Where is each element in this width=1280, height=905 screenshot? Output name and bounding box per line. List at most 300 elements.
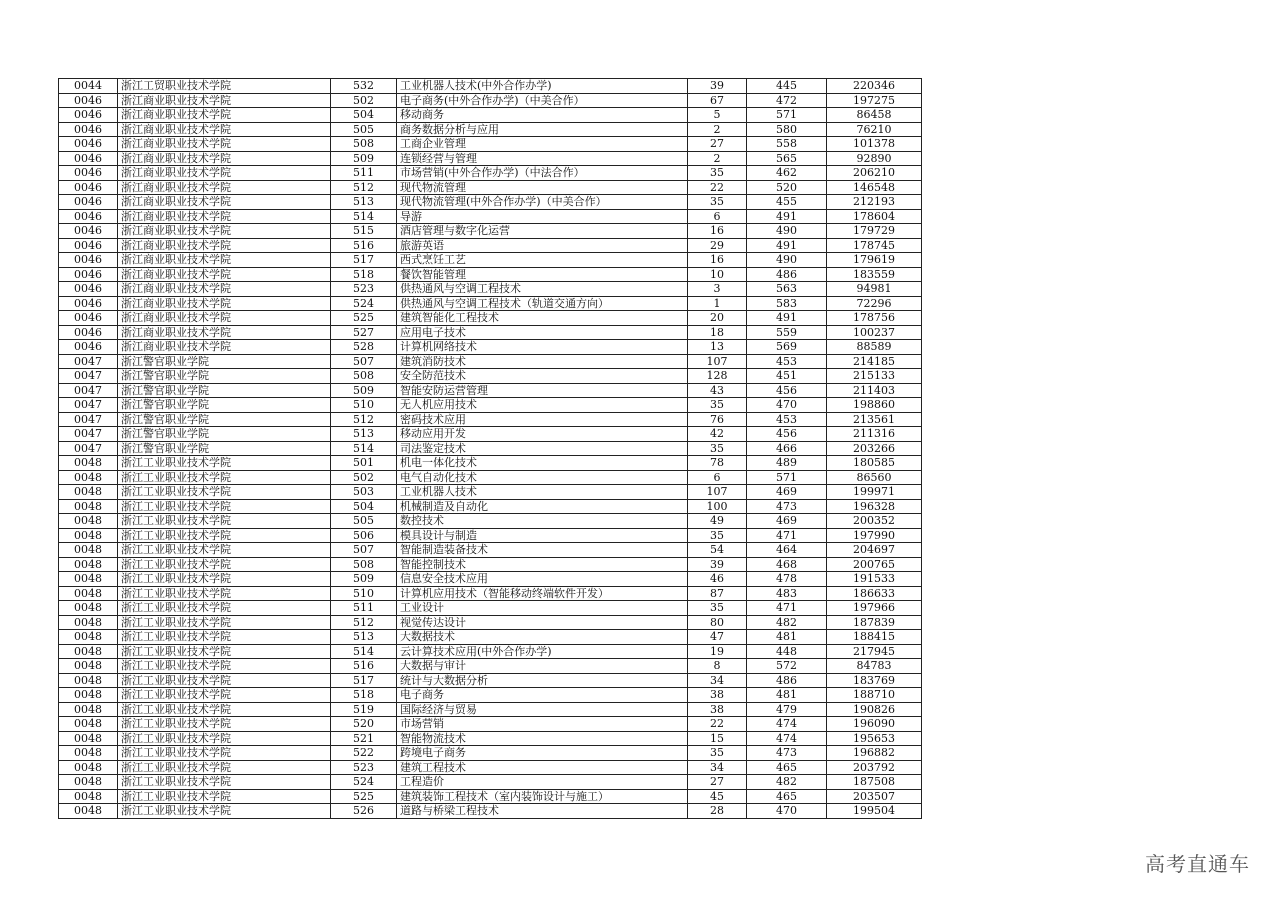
school-name-cell: 浙江工业职业技术学院 <box>118 688 331 703</box>
school-code-cell: 0048 <box>59 543 118 558</box>
school-code-cell: 0046 <box>59 137 118 152</box>
major-name-cell: 工业机器人技术(中外合作办学) <box>397 79 688 94</box>
plan-count-cell: 76 <box>688 412 747 427</box>
major-code-cell: 513 <box>331 630 397 645</box>
plan-count-cell: 35 <box>688 166 747 181</box>
rank-cell: 179729 <box>827 224 922 239</box>
school-code-cell: 0048 <box>59 601 118 616</box>
min-score-cell: 456 <box>747 383 827 398</box>
school-name-cell: 浙江工业职业技术学院 <box>118 804 331 819</box>
major-name-cell: 无人机应用技术 <box>397 398 688 413</box>
rank-cell: 72296 <box>827 296 922 311</box>
school-code-cell: 0046 <box>59 253 118 268</box>
rank-cell: 206210 <box>827 166 922 181</box>
plan-count-cell: 54 <box>688 543 747 558</box>
plan-count-cell: 43 <box>688 383 747 398</box>
school-name-cell: 浙江商业职业技术学院 <box>118 224 331 239</box>
school-code-cell: 0047 <box>59 412 118 427</box>
table-row <box>59 586 922 601</box>
plan-count-cell: 35 <box>688 195 747 210</box>
rank-cell: 86560 <box>827 470 922 485</box>
min-score-cell: 491 <box>747 238 827 253</box>
school-name-cell: 浙江警官职业学院 <box>118 398 331 413</box>
plan-count-cell: 18 <box>688 325 747 340</box>
major-name-cell: 连锁经营与管理 <box>397 151 688 166</box>
min-score-cell: 571 <box>747 108 827 123</box>
school-code-cell: 0048 <box>59 572 118 587</box>
plan-count-cell: 13 <box>688 340 747 355</box>
rank-cell: 188415 <box>827 630 922 645</box>
rank-cell: 187839 <box>827 615 922 630</box>
table-row <box>59 383 922 398</box>
plan-count-cell: 38 <box>688 702 747 717</box>
major-name-cell: 智能物流技术 <box>397 731 688 746</box>
major-name-cell: 计算机网络技术 <box>397 340 688 355</box>
table-row <box>59 514 922 529</box>
major-code-cell: 525 <box>331 311 397 326</box>
rank-cell: 183559 <box>827 267 922 282</box>
table-row <box>59 412 922 427</box>
school-name-cell: 浙江警官职业学院 <box>118 369 331 384</box>
plan-count-cell: 39 <box>688 557 747 572</box>
plan-count-cell: 46 <box>688 572 747 587</box>
major-code-cell: 525 <box>331 789 397 804</box>
major-code-cell: 512 <box>331 180 397 195</box>
rank-cell: 92890 <box>827 151 922 166</box>
table-row <box>59 470 922 485</box>
major-name-cell: 密码技术应用 <box>397 412 688 427</box>
min-score-cell: 482 <box>747 775 827 790</box>
table-row <box>59 253 922 268</box>
major-name-cell: 供热通风与空调工程技术（轨道交通方向） <box>397 296 688 311</box>
rank-cell: 197275 <box>827 93 922 108</box>
school-code-cell: 0048 <box>59 775 118 790</box>
major-name-cell: 国际经济与贸易 <box>397 702 688 717</box>
plan-count-cell: 16 <box>688 253 747 268</box>
min-score-cell: 483 <box>747 586 827 601</box>
table-row <box>59 702 922 717</box>
school-code-cell: 0048 <box>59 470 118 485</box>
major-code-cell: 507 <box>331 354 397 369</box>
table-row <box>59 195 922 210</box>
major-name-cell: 市场营销 <box>397 717 688 732</box>
major-code-cell: 524 <box>331 775 397 790</box>
major-code-cell: 522 <box>331 746 397 761</box>
rank-cell: 213561 <box>827 412 922 427</box>
rank-cell: 178604 <box>827 209 922 224</box>
school-name-cell: 浙江工业职业技术学院 <box>118 601 331 616</box>
rank-cell: 214185 <box>827 354 922 369</box>
plan-count-cell: 5 <box>688 108 747 123</box>
plan-count-cell: 100 <box>688 499 747 514</box>
rank-cell: 178756 <box>827 311 922 326</box>
rank-cell: 186633 <box>827 586 922 601</box>
school-name-cell: 浙江商业职业技术学院 <box>118 340 331 355</box>
major-code-cell: 518 <box>331 267 397 282</box>
plan-count-cell: 34 <box>688 673 747 688</box>
school-name-cell: 浙江工业职业技术学院 <box>118 514 331 529</box>
major-code-cell: 516 <box>331 238 397 253</box>
rank-cell: 191533 <box>827 572 922 587</box>
school-name-cell: 浙江工业职业技术学院 <box>118 659 331 674</box>
school-code-cell: 0046 <box>59 325 118 340</box>
major-name-cell: 视觉传达设计 <box>397 615 688 630</box>
major-code-cell: 513 <box>331 195 397 210</box>
school-code-cell: 0048 <box>59 456 118 471</box>
min-score-cell: 445 <box>747 79 827 94</box>
min-score-cell: 479 <box>747 702 827 717</box>
plan-count-cell: 2 <box>688 122 747 137</box>
min-score-cell: 563 <box>747 282 827 297</box>
major-code-cell: 510 <box>331 398 397 413</box>
rank-cell: 196882 <box>827 746 922 761</box>
min-score-cell: 481 <box>747 688 827 703</box>
major-name-cell: 智能安防运营管理 <box>397 383 688 398</box>
watermark-logo: 高考直通车 <box>1145 852 1250 876</box>
major-name-cell: 工业设计 <box>397 601 688 616</box>
school-name-cell: 浙江警官职业学院 <box>118 354 331 369</box>
plan-count-cell: 28 <box>688 804 747 819</box>
major-name-cell: 机电一体化技术 <box>397 456 688 471</box>
rank-cell: 84783 <box>827 659 922 674</box>
school-name-cell: 浙江工业职业技术学院 <box>118 673 331 688</box>
major-name-cell: 工业机器人技术 <box>397 485 688 500</box>
school-code-cell: 0048 <box>59 673 118 688</box>
school-name-cell: 浙江商业职业技术学院 <box>118 238 331 253</box>
school-name-cell: 浙江商业职业技术学院 <box>118 325 331 340</box>
major-name-cell: 酒店管理与数字化运营 <box>397 224 688 239</box>
min-score-cell: 455 <box>747 195 827 210</box>
major-name-cell: 建筑智能化工程技术 <box>397 311 688 326</box>
min-score-cell: 453 <box>747 354 827 369</box>
major-code-cell: 514 <box>331 441 397 456</box>
rank-cell: 180585 <box>827 456 922 471</box>
school-code-cell: 0048 <box>59 586 118 601</box>
school-code-cell: 0048 <box>59 659 118 674</box>
table-body <box>59 79 922 819</box>
major-name-cell: 移动商务 <box>397 108 688 123</box>
rank-cell: 146548 <box>827 180 922 195</box>
min-score-cell: 491 <box>747 311 827 326</box>
major-name-cell: 工程造价 <box>397 775 688 790</box>
school-code-cell: 0046 <box>59 93 118 108</box>
table-row <box>59 209 922 224</box>
school-code-cell: 0048 <box>59 499 118 514</box>
rank-cell: 200765 <box>827 557 922 572</box>
table-row <box>59 354 922 369</box>
major-name-cell: 云计算技术应用(中外合作办学) <box>397 644 688 659</box>
rank-cell: 187508 <box>827 775 922 790</box>
major-code-cell: 512 <box>331 412 397 427</box>
major-name-cell: 计算机应用技术（智能移动终端软件开发） <box>397 586 688 601</box>
school-name-cell: 浙江工业职业技术学院 <box>118 789 331 804</box>
table-row <box>59 615 922 630</box>
school-code-cell: 0046 <box>59 311 118 326</box>
school-code-cell: 0046 <box>59 151 118 166</box>
school-code-cell: 0047 <box>59 441 118 456</box>
rank-cell: 178745 <box>827 238 922 253</box>
rank-cell: 200352 <box>827 514 922 529</box>
table-row <box>59 528 922 543</box>
table-row <box>59 325 922 340</box>
plan-count-cell: 2 <box>688 151 747 166</box>
min-score-cell: 466 <box>747 441 827 456</box>
table-row <box>59 238 922 253</box>
plan-count-cell: 1 <box>688 296 747 311</box>
major-code-cell: 508 <box>331 557 397 572</box>
min-score-cell: 470 <box>747 398 827 413</box>
school-code-cell: 0048 <box>59 514 118 529</box>
major-name-cell: 建筑消防技术 <box>397 354 688 369</box>
table-row <box>59 673 922 688</box>
table-row <box>59 804 922 819</box>
plan-count-cell: 22 <box>688 717 747 732</box>
major-name-cell: 现代物流管理 <box>397 180 688 195</box>
rank-cell: 101378 <box>827 137 922 152</box>
school-name-cell: 浙江商业职业技术学院 <box>118 108 331 123</box>
table-row <box>59 731 922 746</box>
table-row <box>59 746 922 761</box>
school-code-cell: 0048 <box>59 688 118 703</box>
major-name-cell: 应用电子技术 <box>397 325 688 340</box>
school-name-cell: 浙江工业职业技术学院 <box>118 775 331 790</box>
school-name-cell: 浙江警官职业学院 <box>118 441 331 456</box>
min-score-cell: 474 <box>747 731 827 746</box>
plan-count-cell: 6 <box>688 470 747 485</box>
major-code-cell: 523 <box>331 282 397 297</box>
plan-count-cell: 27 <box>688 137 747 152</box>
major-name-cell: 电子商务(中外合作办学)（中美合作） <box>397 93 688 108</box>
school-code-cell: 0048 <box>59 731 118 746</box>
major-code-cell: 502 <box>331 93 397 108</box>
plan-count-cell: 107 <box>688 485 747 500</box>
rank-cell: 199971 <box>827 485 922 500</box>
school-name-cell: 浙江商业职业技术学院 <box>118 267 331 282</box>
table-row <box>59 108 922 123</box>
table-row <box>59 789 922 804</box>
plan-count-cell: 78 <box>688 456 747 471</box>
major-code-cell: 527 <box>331 325 397 340</box>
rank-cell: 199504 <box>827 804 922 819</box>
rank-cell: 203792 <box>827 760 922 775</box>
plan-count-cell: 29 <box>688 238 747 253</box>
major-name-cell: 西式烹饪工艺 <box>397 253 688 268</box>
plan-count-cell: 45 <box>688 789 747 804</box>
major-code-cell: 508 <box>331 137 397 152</box>
school-name-cell: 浙江工业职业技术学院 <box>118 528 331 543</box>
school-name-cell: 浙江商业职业技术学院 <box>118 166 331 181</box>
major-code-cell: 528 <box>331 340 397 355</box>
major-code-cell: 532 <box>331 79 397 94</box>
plan-count-cell: 6 <box>688 209 747 224</box>
major-code-cell: 509 <box>331 572 397 587</box>
table-row <box>59 282 922 297</box>
major-code-cell: 509 <box>331 151 397 166</box>
rank-cell: 197990 <box>827 528 922 543</box>
major-code-cell: 501 <box>331 456 397 471</box>
school-name-cell: 浙江警官职业学院 <box>118 427 331 442</box>
rank-cell: 212193 <box>827 195 922 210</box>
school-name-cell: 浙江警官职业学院 <box>118 383 331 398</box>
min-score-cell: 490 <box>747 224 827 239</box>
table-row <box>59 760 922 775</box>
major-code-cell: 523 <box>331 760 397 775</box>
rank-cell: 86458 <box>827 108 922 123</box>
school-code-cell: 0046 <box>59 122 118 137</box>
plan-count-cell: 35 <box>688 441 747 456</box>
school-code-cell: 0046 <box>59 296 118 311</box>
min-score-cell: 478 <box>747 572 827 587</box>
school-code-cell: 0046 <box>59 282 118 297</box>
school-code-cell: 0048 <box>59 630 118 645</box>
major-code-cell: 503 <box>331 485 397 500</box>
major-name-cell: 市场营销(中外合作办学)（中法合作） <box>397 166 688 181</box>
school-name-cell: 浙江工业职业技术学院 <box>118 586 331 601</box>
school-name-cell: 浙江商业职业技术学院 <box>118 296 331 311</box>
school-name-cell: 浙江工贸职业技术学院 <box>118 79 331 94</box>
min-score-cell: 489 <box>747 456 827 471</box>
plan-count-cell: 27 <box>688 775 747 790</box>
rank-cell: 211316 <box>827 427 922 442</box>
major-code-cell: 514 <box>331 209 397 224</box>
plan-count-cell: 47 <box>688 630 747 645</box>
min-score-cell: 569 <box>747 340 827 355</box>
school-name-cell: 浙江工业职业技术学院 <box>118 543 331 558</box>
school-name-cell: 浙江商业职业技术学院 <box>118 195 331 210</box>
major-code-cell: 506 <box>331 528 397 543</box>
table-row <box>59 369 922 384</box>
school-code-cell: 0048 <box>59 804 118 819</box>
school-name-cell: 浙江商业职业技术学院 <box>118 311 331 326</box>
school-code-cell: 0047 <box>59 369 118 384</box>
major-name-cell: 机械制造及自动化 <box>397 499 688 514</box>
plan-count-cell: 80 <box>688 615 747 630</box>
plan-count-cell: 39 <box>688 79 747 94</box>
plan-count-cell: 16 <box>688 224 747 239</box>
major-code-cell: 509 <box>331 383 397 398</box>
plan-count-cell: 35 <box>688 398 747 413</box>
min-score-cell: 473 <box>747 746 827 761</box>
major-name-cell: 司法鉴定技术 <box>397 441 688 456</box>
major-name-cell: 商务数据分析与应用 <box>397 122 688 137</box>
rank-cell: 203266 <box>827 441 922 456</box>
major-code-cell: 504 <box>331 499 397 514</box>
major-code-cell: 521 <box>331 731 397 746</box>
table-row <box>59 267 922 282</box>
admission-score-table <box>58 78 922 819</box>
min-score-cell: 572 <box>747 659 827 674</box>
major-code-cell: 505 <box>331 122 397 137</box>
school-code-cell: 0046 <box>59 180 118 195</box>
major-name-cell: 大数据技术 <box>397 630 688 645</box>
rank-cell: 197966 <box>827 601 922 616</box>
table-row <box>59 717 922 732</box>
min-score-cell: 474 <box>747 717 827 732</box>
min-score-cell: 486 <box>747 267 827 282</box>
table-row <box>59 499 922 514</box>
table-row <box>59 456 922 471</box>
school-code-cell: 0048 <box>59 528 118 543</box>
plan-count-cell: 35 <box>688 601 747 616</box>
min-score-cell: 565 <box>747 151 827 166</box>
school-code-cell: 0048 <box>59 789 118 804</box>
major-name-cell: 道路与桥梁工程技术 <box>397 804 688 819</box>
school-code-cell: 0044 <box>59 79 118 94</box>
rank-cell: 198860 <box>827 398 922 413</box>
min-score-cell: 471 <box>747 528 827 543</box>
plan-count-cell: 49 <box>688 514 747 529</box>
table-row <box>59 485 922 500</box>
table-row <box>59 79 922 94</box>
table-row <box>59 543 922 558</box>
min-score-cell: 571 <box>747 470 827 485</box>
major-name-cell: 建筑装饰工程技术（室内装饰设计与施工） <box>397 789 688 804</box>
table-row <box>59 166 922 181</box>
school-name-cell: 浙江警官职业学院 <box>118 412 331 427</box>
rank-cell: 94981 <box>827 282 922 297</box>
major-code-cell: 526 <box>331 804 397 819</box>
plan-count-cell: 87 <box>688 586 747 601</box>
major-name-cell: 统计与大数据分析 <box>397 673 688 688</box>
major-code-cell: 507 <box>331 543 397 558</box>
school-code-cell: 0046 <box>59 238 118 253</box>
plan-count-cell: 3 <box>688 282 747 297</box>
min-score-cell: 451 <box>747 369 827 384</box>
table-row <box>59 441 922 456</box>
school-code-cell: 0048 <box>59 760 118 775</box>
school-code-cell: 0046 <box>59 224 118 239</box>
major-name-cell: 电子商务 <box>397 688 688 703</box>
min-score-cell: 481 <box>747 630 827 645</box>
table-row <box>59 180 922 195</box>
major-code-cell: 516 <box>331 659 397 674</box>
school-name-cell: 浙江工业职业技术学院 <box>118 499 331 514</box>
major-name-cell: 智能制造装备技术 <box>397 543 688 558</box>
min-score-cell: 491 <box>747 209 827 224</box>
table-row <box>59 659 922 674</box>
major-code-cell: 515 <box>331 224 397 239</box>
plan-count-cell: 10 <box>688 267 747 282</box>
table-row <box>59 630 922 645</box>
school-code-cell: 0048 <box>59 644 118 659</box>
school-code-cell: 0046 <box>59 195 118 210</box>
major-name-cell: 建筑工程技术 <box>397 760 688 775</box>
plan-count-cell: 34 <box>688 760 747 775</box>
min-score-cell: 462 <box>747 166 827 181</box>
major-code-cell: 504 <box>331 108 397 123</box>
rank-cell: 179619 <box>827 253 922 268</box>
school-code-cell: 0048 <box>59 485 118 500</box>
min-score-cell: 580 <box>747 122 827 137</box>
plan-count-cell: 8 <box>688 659 747 674</box>
school-name-cell: 浙江商业职业技术学院 <box>118 253 331 268</box>
rank-cell: 100237 <box>827 325 922 340</box>
table-row <box>59 601 922 616</box>
rank-cell: 195653 <box>827 731 922 746</box>
school-code-cell: 0048 <box>59 702 118 717</box>
major-code-cell: 519 <box>331 702 397 717</box>
school-name-cell: 浙江商业职业技术学院 <box>118 137 331 152</box>
table-row <box>59 644 922 659</box>
school-code-cell: 0046 <box>59 340 118 355</box>
major-code-cell: 520 <box>331 717 397 732</box>
school-name-cell: 浙江商业职业技术学院 <box>118 93 331 108</box>
school-name-cell: 浙江工业职业技术学院 <box>118 731 331 746</box>
major-name-cell: 旅游英语 <box>397 238 688 253</box>
major-name-cell: 工商企业管理 <box>397 137 688 152</box>
major-code-cell: 511 <box>331 166 397 181</box>
school-name-cell: 浙江工业职业技术学院 <box>118 572 331 587</box>
